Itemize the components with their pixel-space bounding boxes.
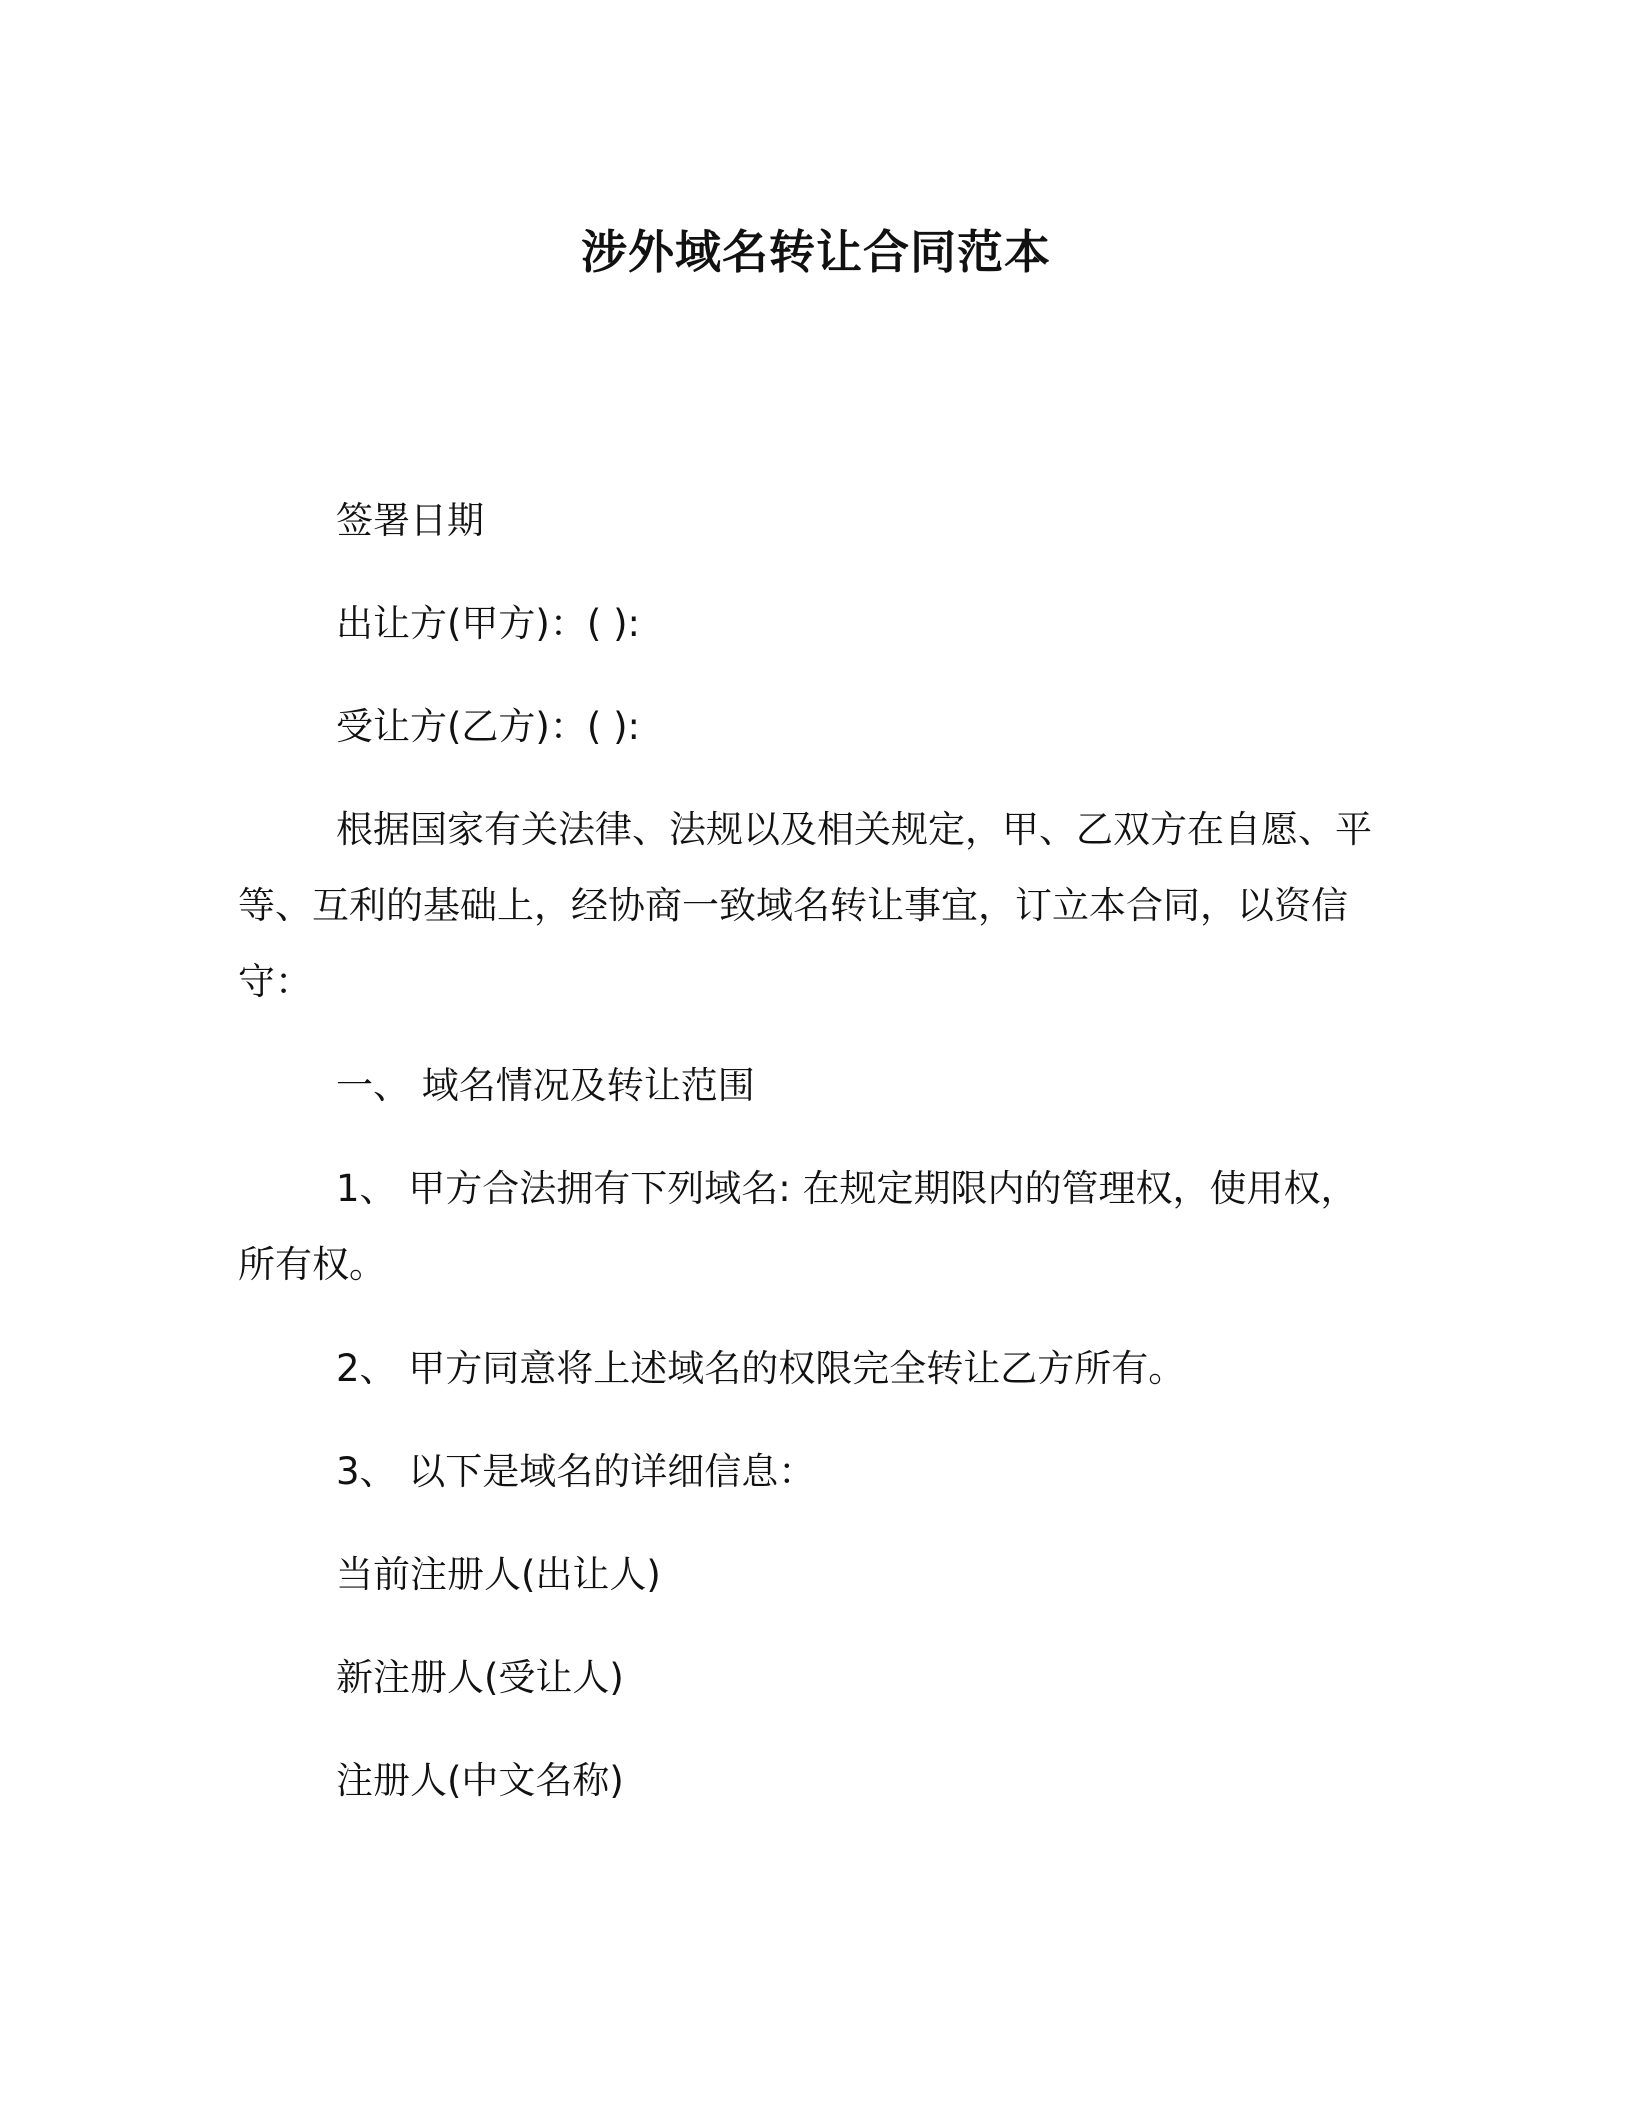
preamble-paragraph <box>238 792 1388 1020</box>
preamble-line-2: 等、互利的基础上，经协商一致域名转让事宜，订立本合同，以资信 <box>238 884 1348 927</box>
preamble-line-1-text: 根据国家有关法律、法规以及相关规定，甲、乙双方在自愿、平 <box>336 808 1372 851</box>
clause-2 <box>238 1331 1388 1407</box>
preamble-line-1 <box>238 792 1388 868</box>
registrant-chinese-name-label <box>238 1743 1388 1819</box>
signing-date-text: 签署日期 <box>336 499 484 542</box>
current-registrant-text: 当前注册人(出让人) <box>336 1553 661 1596</box>
party-a-line <box>238 586 1388 662</box>
clause-1 <box>238 1151 1388 1303</box>
clause-3-text: 3、 以下是域名的详细信息： <box>336 1450 816 1493</box>
clause-1-line-1 <box>238 1151 1388 1227</box>
preamble-line-3: 守： <box>238 960 312 1003</box>
signing-date-label <box>238 483 1388 559</box>
clause-3 <box>238 1434 1388 1510</box>
new-registrant-label <box>238 1640 1388 1716</box>
section-1-heading-text: 一、 域名情况及转让范围 <box>336 1064 755 1107</box>
clause-1-line-1-text: 1、 甲方合法拥有下列域名: 在规定期限内的管理权，使用权， <box>336 1167 1358 1210</box>
registrant-chinese-name-text: 注册人(中文名称) <box>336 1759 624 1802</box>
current-registrant-label <box>238 1537 1388 1613</box>
party-b-line <box>238 689 1388 765</box>
clause-1-line-2: 所有权。 <box>238 1243 386 1286</box>
document-title: 涉外域名转让合同范本 <box>581 225 1051 279</box>
new-registrant-text: 新注册人(受让人) <box>336 1656 624 1699</box>
party-a-text: 出让方(甲方)：( ): <box>336 602 640 645</box>
party-b-text: 受让方(乙方)：( ): <box>336 705 640 748</box>
section-1-heading <box>238 1048 1388 1124</box>
clause-2-text: 2、 甲方同意将上述域名的权限完全转让乙方所有。 <box>336 1347 1186 1390</box>
